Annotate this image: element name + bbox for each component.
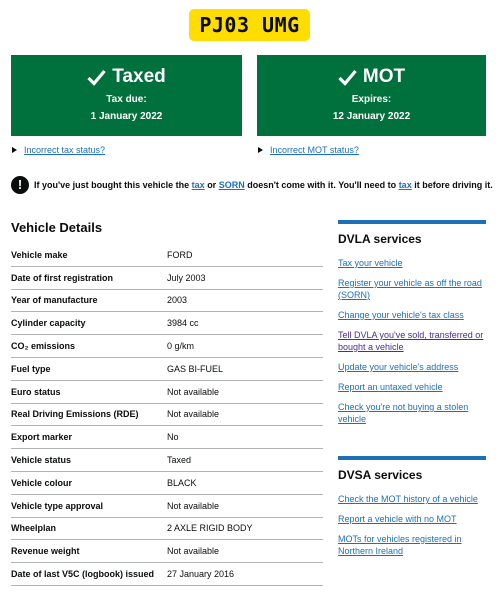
table-row <box>11 449 323 472</box>
vehicle-details-table <box>11 244 323 586</box>
tax-status-panel <box>11 55 242 136</box>
tax-link-2[interactable]: tax <box>398 179 412 190</box>
table-row <box>11 358 323 381</box>
row-label: Year of manufacture <box>11 295 98 306</box>
dvla-link[interactable]: Report an untaxed vehicle <box>338 382 443 392</box>
table-row <box>11 267 323 290</box>
dvla-link[interactable]: Change your vehicle's tax class <box>338 310 464 320</box>
row-value: Not available <box>167 500 220 511</box>
row-label: Fuel type <box>11 363 51 374</box>
table-row <box>11 404 323 427</box>
table-row <box>11 472 323 495</box>
check-icon <box>338 69 357 86</box>
row-value: July 2003 <box>167 272 206 283</box>
incorrect-mot-status-link[interactable]: Incorrect MOT status? <box>258 145 359 155</box>
row-label: Vehicle type approval <box>11 500 104 511</box>
table-row <box>11 518 323 541</box>
row-label: Real Driving Emissions (RDE) <box>11 409 139 420</box>
row-value: Not available <box>167 546 220 557</box>
dvsa-link[interactable]: Report a vehicle with no MOT <box>338 514 457 524</box>
dvla-link[interactable]: Check you're not buying a stolen vehicle <box>338 402 469 424</box>
tax-link[interactable]: tax <box>191 179 205 190</box>
dvla-link[interactable]: Tell DVLA you've sold, transferred or bought a vehicle <box>338 330 484 352</box>
row-label: Wheelplan <box>11 523 57 534</box>
row-label: Vehicle status <box>11 455 72 466</box>
row-label: Date of first registration <box>11 272 114 283</box>
table-row <box>11 381 323 404</box>
row-value: 27 January 2016 <box>167 569 235 580</box>
dvla-link[interactable]: Tax your vehicle <box>338 258 403 268</box>
row-value: 2003 <box>167 295 188 306</box>
incorrect-tax-status-link[interactable]: Incorrect tax status? <box>12 145 105 155</box>
row-label: Vehicle colour <box>11 477 73 488</box>
dvsa-services-heading: DVSA services <box>338 468 423 482</box>
mot-expiry-date: 12 January 2022 <box>332 111 411 122</box>
number-plate: PJ03 UMG <box>189 9 310 41</box>
dvla-services-heading: DVLA services <box>338 232 422 246</box>
table-row <box>11 312 323 335</box>
row-label: Export marker <box>11 432 73 443</box>
sorn-link[interactable]: SORN <box>218 179 245 190</box>
row-label: CO₂ emissions <box>11 341 76 352</box>
mot-status: MOT <box>362 66 406 87</box>
triangle-right-icon <box>258 147 263 153</box>
row-value: FORD <box>167 249 193 260</box>
row-value: GAS BI-FUEL <box>167 363 224 374</box>
check-icon <box>87 69 106 86</box>
table-row <box>11 335 323 358</box>
row-value: 2 AXLE RIGID BODY <box>167 523 253 534</box>
table-row <box>11 495 323 518</box>
dvsa-services-panel <box>338 456 486 565</box>
row-value: 3984 cc <box>167 318 199 329</box>
dvsa-link[interactable]: Check the MOT history of a vehicle <box>338 494 478 504</box>
warning-notice: ! If you've just bought this vehicle the tax or SORN doesn't come with it. You'll need to tax it before driving it. <box>11 175 491 194</box>
dvla-services-panel <box>338 220 486 433</box>
table-row <box>11 563 323 586</box>
row-value: Not available <box>167 386 220 397</box>
row-value: Taxed <box>167 455 192 466</box>
row-label: Euro status <box>11 386 61 397</box>
table-row <box>11 426 323 449</box>
table-row <box>11 290 323 313</box>
dvla-link[interactable]: Update your vehicle's address <box>338 362 459 372</box>
row-value: 0 g/km <box>167 341 195 352</box>
tax-due-date: 1 January 2022 <box>90 111 163 122</box>
table-row <box>11 244 323 267</box>
dvla-link[interactable]: Register your vehicle as off the road (SORN) <box>338 278 482 300</box>
row-value: No <box>167 432 179 443</box>
tax-status: Taxed <box>112 66 166 87</box>
row-label: Date of last V5C (logbook) issued <box>11 569 155 580</box>
mot-status-panel <box>257 55 486 136</box>
row-label: Vehicle make <box>11 249 68 260</box>
dvsa-link[interactable]: MOTs for vehicles registered in Northern Ireland <box>338 534 462 556</box>
row-label: Cylinder capacity <box>11 318 86 329</box>
row-value: BLACK <box>167 477 197 488</box>
row-label: Revenue weight <box>11 546 80 557</box>
tax-due-label: Tax due: <box>106 94 147 105</box>
vehicle-details-heading: Vehicle Details <box>11 220 103 235</box>
mot-expires-label: Expires: <box>351 94 392 105</box>
triangle-right-icon <box>12 147 17 153</box>
table-row <box>11 540 323 563</box>
row-value: Not available <box>167 409 220 420</box>
exclamation-icon: ! <box>11 176 29 194</box>
